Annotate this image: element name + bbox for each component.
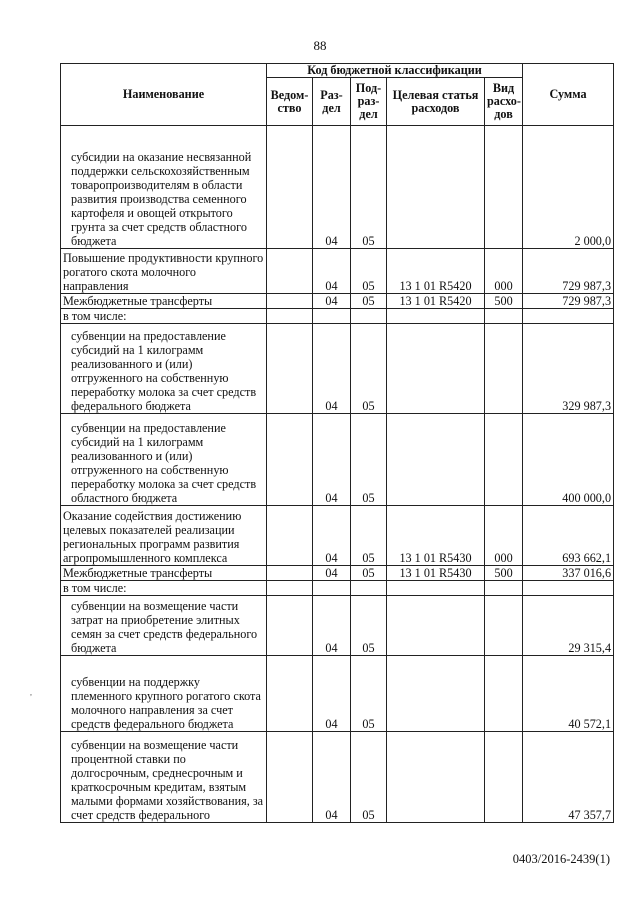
row-expense-type: 000 [485,249,523,294]
row-target [387,309,485,324]
table-row [61,309,614,324]
page-number: 88 [313,38,327,53]
row-ministry [267,324,313,414]
row-ministry [267,506,313,566]
row-target: 13 1 01 R5420 [387,294,485,309]
row-section: 04 [313,732,351,823]
header-classification-group: Код бюджетной классификации [267,64,523,78]
row-section: 04 [313,506,351,566]
header-target: Целевая статья расходов [387,78,485,126]
row-expense-type: 500 [485,566,523,581]
row-amount [523,309,614,324]
row-section [313,581,351,596]
row-subsection: 05 [351,566,387,581]
row-subsection: 05 [351,126,387,249]
row-expense-type: 000 [485,506,523,566]
row-subsection: 05 [351,249,387,294]
row-name: субсидии на оказание несвязанной поддержки сельскохозяйственным товаропроизводителям в области развития производства семенного картофеля и овощей открытого грунта за счет средств областного бюджета [61,126,267,249]
row-ministry [267,732,313,823]
row-expense-type [485,656,523,732]
row-target [387,126,485,249]
row-ministry [267,596,313,656]
row-amount [523,581,614,596]
row-amount: 329 987,3 [523,324,614,414]
header-ministry: Ведом-ство [267,78,313,126]
row-section: 04 [313,249,351,294]
document-code: 0403/2016-2439(1) [512,852,610,866]
row-name: Оказание содействия достижению целевых показателей реализации региональных программ развития агропромышленного комплекса [61,506,267,566]
row-subsection [351,581,387,596]
stray-mark: , [30,688,32,697]
header-name: Наименование [61,64,267,126]
row-ministry [267,294,313,309]
row-ministry [267,656,313,732]
row-subsection: 05 [351,506,387,566]
row-name: Межбюджетные трансферты [61,566,267,581]
row-section: 04 [313,596,351,656]
row-subsection: 05 [351,596,387,656]
row-expense-type [485,581,523,596]
row-section: 04 [313,324,351,414]
row-amount: 729 987,3 [523,249,614,294]
budget-table [60,63,614,823]
row-subsection: 05 [351,294,387,309]
row-section: 04 [313,414,351,506]
row-amount: 47 357,7 [523,732,614,823]
table-row [61,324,614,414]
table-row [61,249,614,294]
row-target: 13 1 01 R5430 [387,566,485,581]
row-subsection [351,309,387,324]
row-amount: 337 016,6 [523,566,614,581]
row-name: субвенции на возмещение части процентной ставки по долгосрочным, среднесрочным и краткосрочным кредитам, взятым малыми формами хозяйствования, за счет средств федерального [61,732,267,823]
row-name: Повышение продуктивности крупного рогатого скота молочного направления [61,249,267,294]
row-expense-type [485,414,523,506]
header-amount: Сумма [523,64,614,126]
row-ministry [267,566,313,581]
table-row [61,581,614,596]
row-expense-type [485,309,523,324]
row-amount: 400 000,0 [523,414,614,506]
row-name: в том числе: [61,309,267,324]
row-expense-type [485,732,523,823]
row-name: Межбюджетные трансферты [61,294,267,309]
row-expense-type [485,324,523,414]
row-target: 13 1 01 R5430 [387,506,485,566]
row-name: субвенции на предоставление субсидий на 1 килограмм реализованного и (или) отгруженного на собственную переработку молока за счет средств федерального бюджета [61,324,267,414]
row-amount: 693 662,1 [523,506,614,566]
header-subsection: Под-раз-дел [351,78,387,126]
row-section: 04 [313,294,351,309]
row-target [387,581,485,596]
row-name: в том числе: [61,581,267,596]
row-name: субвенции на поддержку племенного крупного рогатого скота молочного направления за счет средств федерального бюджета [61,656,267,732]
row-subsection: 05 [351,324,387,414]
table-row [61,294,614,309]
row-amount: 40 572,1 [523,656,614,732]
header-expense-type: Вид расхо-дов [485,78,523,126]
row-section: 04 [313,656,351,732]
row-name: субвенции на возмещение части затрат на приобретение элитных семян за счет средств федерального бюджета [61,596,267,656]
row-expense-type [485,596,523,656]
row-subsection: 05 [351,732,387,823]
row-amount: 2 000,0 [523,126,614,249]
table-row [61,126,614,249]
row-ministry [267,126,313,249]
table-row [61,732,614,823]
row-ministry [267,414,313,506]
row-name: субвенции на предоставление субсидий на 1 килограмм реализованного и (или) отгруженного на собственную переработку молока за счет средств областного бюджета [61,414,267,506]
row-ministry [267,249,313,294]
row-amount: 29 315,4 [523,596,614,656]
row-target: 13 1 01 R5420 [387,249,485,294]
row-target [387,324,485,414]
row-expense-type [485,126,523,249]
row-subsection: 05 [351,414,387,506]
row-subsection: 05 [351,656,387,732]
row-ministry [267,581,313,596]
row-section: 04 [313,126,351,249]
row-target [387,596,485,656]
row-target [387,732,485,823]
row-target [387,656,485,732]
table-row [61,414,614,506]
table-row [61,506,614,566]
table-row [61,596,614,656]
header-section: Раз-дел [313,78,351,126]
row-section: 04 [313,566,351,581]
row-section [313,309,351,324]
row-target [387,414,485,506]
table-row [61,656,614,732]
row-ministry [267,309,313,324]
row-amount: 729 987,3 [523,294,614,309]
table-row [61,566,614,581]
row-expense-type: 500 [485,294,523,309]
